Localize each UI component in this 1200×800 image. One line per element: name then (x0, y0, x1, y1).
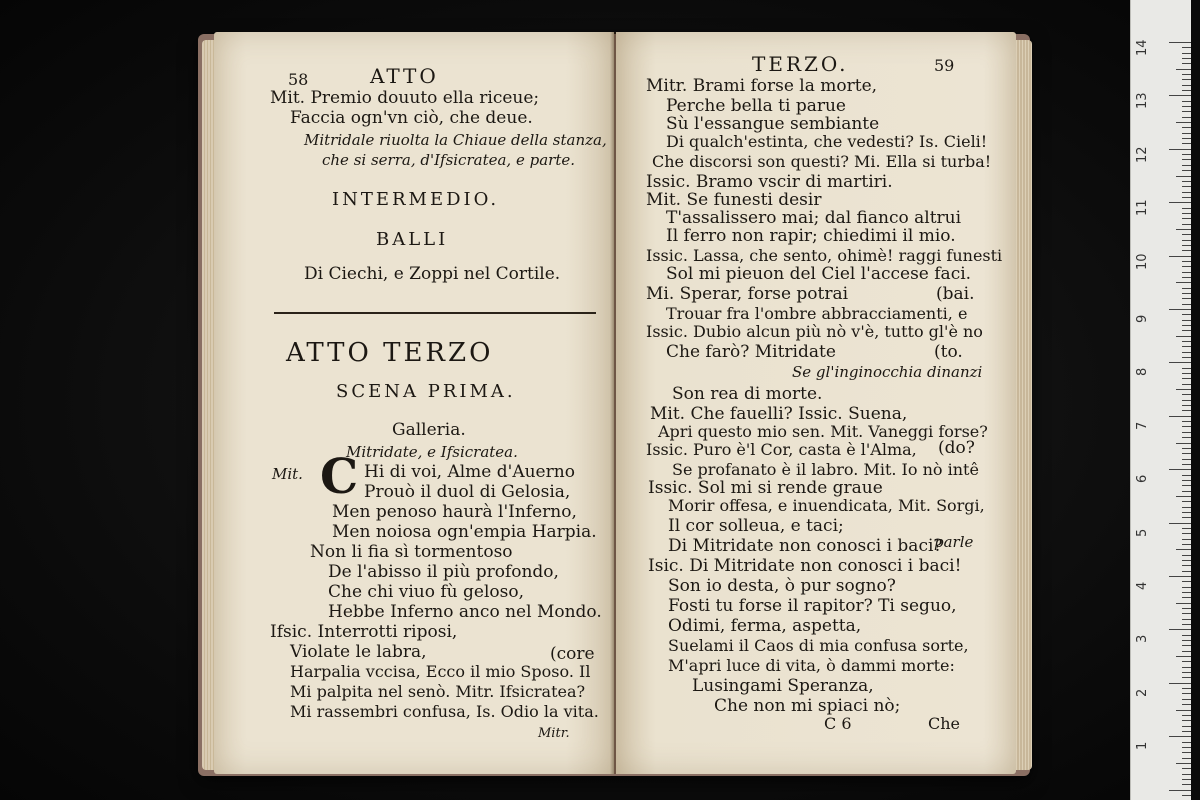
ruler-tick (1182, 394, 1191, 395)
ruler-tick (1182, 378, 1191, 379)
ruler-tick (1169, 790, 1191, 791)
ruler-tick (1182, 352, 1191, 353)
ruler-tick (1182, 79, 1191, 80)
open-book (198, 26, 1038, 778)
ruler-tick (1176, 122, 1191, 123)
text-line: Fosti tu forse il rapitor? Ti seguo, (668, 596, 957, 616)
ruler-tick (1182, 197, 1191, 198)
ruler-tick (1182, 672, 1191, 673)
balli-subtitle: Di Ciechi, e Zoppi nel Cortile. (304, 264, 561, 284)
ruler-tick (1182, 459, 1191, 460)
ruler-tick (1182, 373, 1191, 374)
margin-note: parle (934, 533, 974, 551)
text-line: Di qualch'estinta, che vedesti? Is. Cieli! (666, 132, 988, 151)
ruler-tick (1182, 677, 1191, 678)
ruler-tick (1182, 165, 1191, 166)
ruler-tick (1182, 224, 1191, 225)
text-line: Perche bella ti parue (666, 96, 846, 116)
verse-line: Mi palpita nel senò. Mitr. Ifsicratea? (290, 682, 586, 701)
stage-direction: Se gl'inginocchia dinanzi (792, 363, 983, 381)
ruler-tick (1182, 565, 1191, 566)
ruler-tick (1169, 683, 1191, 684)
ruler-tick (1176, 763, 1191, 764)
turnover-continuation: (core (550, 644, 595, 664)
ruler-tick (1182, 138, 1191, 139)
verse-line: De l'abisso il più profondo, (328, 562, 559, 582)
text-line: Di Mitridate non conosci i baci? (668, 536, 943, 556)
ruler-tick (1169, 576, 1191, 577)
intermedio-heading: INTERMEDIO. (332, 189, 500, 210)
ruler-tick (1182, 699, 1191, 700)
ruler-tick (1182, 635, 1191, 636)
verse-line: Prouò il duol di Gelosia, (364, 482, 571, 502)
ruler-label: 3 (1135, 635, 1150, 644)
ruler-tick (1182, 90, 1191, 91)
ruler-tick (1169, 202, 1191, 203)
text-line: Mit. Premio douuto ella riceue; (270, 88, 540, 108)
ruler-tick (1182, 795, 1191, 796)
ruler-tick (1182, 555, 1191, 556)
ruler-tick (1182, 426, 1191, 427)
ruler-tick (1182, 127, 1191, 128)
ruler-tick (1182, 661, 1191, 662)
ruler-tick (1176, 176, 1191, 177)
ruler-tick (1182, 314, 1191, 315)
act-title: ATTO TERZO (286, 338, 494, 368)
ruler-tick (1182, 501, 1191, 502)
page-edges-right (1014, 40, 1032, 770)
text-line: Issic. Dubio alcun più nò v'è, tutto gl'è no (646, 322, 983, 341)
text-line: Faccia ogn'vn ciò, che deue. (290, 108, 533, 128)
catchword: Che (928, 714, 961, 733)
character-list: Mitridate, e Ifsicratea. (346, 443, 518, 461)
drop-cap: C (320, 449, 359, 505)
ruler-tick (1182, 240, 1191, 241)
text-line: Sol mi pieuon del Ciel l'accese faci. (666, 264, 972, 284)
text-line: Mi. Sperar, forse potrai (646, 284, 849, 304)
ruler-tick (1182, 560, 1191, 561)
ruler-tick (1169, 256, 1191, 257)
ruler-tick (1182, 245, 1191, 246)
verse-line: Mi rassembri confusa, Is. Odio la vita. (290, 702, 599, 721)
text-line: Sù l'essangue sembiante (666, 114, 880, 134)
ruler-tick (1182, 758, 1191, 759)
stage-direction: che si serra, d'Ifsicratea, e parte. (322, 151, 575, 169)
ruler-tick (1169, 416, 1191, 417)
ruler-tick (1182, 581, 1191, 582)
ruler-tick (1176, 229, 1191, 230)
ruler-tick (1182, 85, 1191, 86)
verse-line: Ifsic. Interrotti riposi, (270, 622, 458, 642)
ruler-tick (1182, 779, 1191, 780)
ruler-tick (1182, 288, 1191, 289)
ruler-tick (1182, 341, 1191, 342)
ruler-tick (1182, 304, 1191, 305)
ruler-tick (1176, 69, 1191, 70)
ruler-tick (1182, 752, 1191, 753)
ruler-tick (1169, 362, 1191, 363)
text-line: Isic. Di Mitridate non conosci i baci! (648, 556, 962, 576)
verse-line: Hi di voi, Alme d'Auerno (364, 462, 575, 482)
right-page (616, 32, 1016, 774)
ruler-tick (1182, 293, 1191, 294)
ruler-tick (1182, 250, 1191, 251)
ruler-tick (1182, 346, 1191, 347)
ruler-tick (1176, 496, 1191, 497)
ruler-tick (1176, 443, 1191, 444)
turnover-continuation: (bai. (936, 284, 975, 304)
text-line: Suelami il Caos di mia confusa sorte, (668, 636, 969, 655)
ruler-tick (1182, 218, 1191, 219)
verse-line: Non li fia sì tormentoso (310, 542, 513, 562)
ruler-tick (1182, 784, 1191, 785)
setting: Galleria. (392, 420, 466, 440)
ruler-tick (1182, 731, 1191, 732)
ruler-label: 7 (1135, 421, 1150, 430)
ruler-tick (1182, 192, 1191, 193)
ruler-tick (1182, 58, 1191, 59)
ruler-tick (1182, 597, 1191, 598)
text-line: Mit. Se funesti desir (646, 190, 822, 210)
verse-line: Violate le labra, (290, 642, 427, 662)
balli-heading: BALLI (376, 229, 449, 250)
ruler-tick (1182, 704, 1191, 705)
ruler-tick (1182, 405, 1191, 406)
ruler-tick (1182, 480, 1191, 481)
ruler-tick (1182, 533, 1191, 534)
ruler-tick (1182, 330, 1191, 331)
ruler-tick (1182, 688, 1191, 689)
right-running-header: TERZO. (752, 52, 849, 76)
ruler-tick (1182, 613, 1191, 614)
ruler-tick (1182, 645, 1191, 646)
ruler-label: 12 (1135, 146, 1150, 163)
ruler-tick (1182, 106, 1191, 107)
ruler-tick (1182, 101, 1191, 102)
left-page-number: 58 (288, 70, 309, 89)
ruler-label: 13 (1135, 92, 1150, 110)
ruler-tick (1182, 437, 1191, 438)
stage-direction: Mitridale riuolta la Chiaue della stanza, (304, 131, 607, 149)
ruler-tick (1182, 266, 1191, 267)
ruler-tick (1182, 117, 1191, 118)
ruler-tick (1176, 549, 1191, 550)
ruler-label: 10 (1135, 253, 1150, 270)
ruler-label: 2 (1135, 688, 1150, 697)
left-page (214, 32, 614, 774)
text-line: Issic. Bramo vscir di martiri. (646, 172, 893, 192)
ruler-tick (1176, 710, 1191, 711)
ruler-tick (1182, 539, 1191, 540)
ruler-tick (1176, 656, 1191, 657)
ruler-tick (1182, 774, 1191, 775)
ruler-tick (1182, 208, 1191, 209)
ruler-tick (1169, 523, 1191, 524)
text-line: Mitr. Brami forse la morte, (646, 76, 878, 96)
ruler-label: 6 (1135, 474, 1150, 484)
ruler-tick (1182, 384, 1191, 385)
ruler-tick (1182, 592, 1191, 593)
ruler-tick (1182, 74, 1191, 75)
ruler-tick (1182, 159, 1191, 160)
ruler-tick (1182, 512, 1191, 513)
text-line: Son rea di morte. (672, 384, 823, 404)
ruler-tick (1176, 282, 1191, 283)
text-line: Che farò? Mitridate (666, 342, 836, 362)
text-line: T'assalissero mai; dal fianco altrui (666, 208, 962, 228)
ruler-tick (1182, 475, 1191, 476)
ruler-tick (1182, 667, 1191, 668)
ruler-tick (1169, 469, 1191, 470)
text-line: Issic. Lassa, che sento, ohimè! raggi funesti (646, 246, 1003, 265)
ruler-tick (1169, 309, 1191, 310)
ruler-tick (1182, 720, 1191, 721)
turnover-continuation: (to. (934, 342, 963, 362)
speaker-label: Mit. (272, 465, 303, 483)
verse-line: Men penoso haurà l'Inferno, (332, 502, 577, 522)
ruler-tick (1182, 453, 1191, 454)
ruler-tick (1182, 47, 1191, 48)
ruler-tick (1169, 42, 1191, 43)
ruler-tick (1182, 63, 1191, 64)
ruler-tick (1182, 298, 1191, 299)
ruler-tick (1182, 400, 1191, 401)
turnover-continuation: (do? (938, 438, 975, 458)
ruler-label: 1 (1135, 741, 1150, 751)
ruler-tick (1182, 357, 1191, 358)
ruler-tick (1182, 133, 1191, 134)
ruler-tick (1182, 507, 1191, 508)
left-running-header: ATTO (370, 64, 439, 88)
text-line: Issic. Puro è'l Cor, casta è l'Alma, (646, 440, 917, 459)
ruler-tick (1182, 186, 1191, 187)
ruler-tick (1169, 95, 1191, 96)
ruler-tick (1182, 491, 1191, 492)
ruler-tick (1176, 603, 1191, 604)
ruler-tick (1182, 544, 1191, 545)
measurement-ruler (1130, 0, 1191, 800)
text-line: Issic. Sol mi si rende graue (648, 478, 883, 498)
text-line: Morir offesa, e inuendicata, Mit. Sorgi, (668, 496, 985, 515)
text-line: Mit. Che fauelli? Issic. Suena, (650, 404, 908, 424)
ruler-label: 14 (1135, 39, 1150, 56)
right-page-number: 59 (934, 56, 955, 75)
text-line: M'apri luce di vita, ò dammi morte: (668, 656, 955, 675)
ruler-tick (1182, 272, 1191, 273)
ruler-label: 5 (1135, 528, 1150, 537)
text-line: Che non mi spiaci nò; (714, 696, 901, 716)
ruler-tick (1182, 485, 1191, 486)
ruler-tick (1182, 624, 1191, 625)
ruler-tick (1182, 143, 1191, 144)
ruler-tick (1182, 181, 1191, 182)
ruler-tick (1182, 528, 1191, 529)
ruler-tick (1182, 320, 1191, 321)
ruler-tick (1182, 640, 1191, 641)
ruler-tick (1182, 715, 1191, 716)
ruler-tick (1182, 154, 1191, 155)
ruler-label: 4 (1135, 581, 1150, 590)
text-line: Il cor solleua, e taci; (668, 516, 844, 536)
ruler-tick (1182, 261, 1191, 262)
ruler-tick (1182, 325, 1191, 326)
text-line: Trouar fra l'ombre abbracciamenti, e (666, 304, 968, 323)
ruler-tick (1182, 587, 1191, 588)
ruler-tick (1182, 448, 1191, 449)
ruler-tick (1182, 213, 1191, 214)
verse-line: Che chi viuo fù geloso, (328, 582, 524, 602)
ruler-tick (1182, 234, 1191, 235)
ruler-tick (1182, 421, 1191, 422)
ruler-tick (1169, 736, 1191, 737)
ruler-tick (1169, 629, 1191, 630)
catchword: Mitr. (538, 726, 570, 741)
text-line: Lusingami Speranza, (692, 676, 874, 696)
ruler-tick (1182, 410, 1191, 411)
ruler-label: 9 (1135, 314, 1150, 323)
ruler-tick (1182, 768, 1191, 769)
verse-line: Hebbe Inferno anco nel Mondo. (328, 602, 602, 622)
ruler-tick (1182, 747, 1191, 748)
ruler-tick (1182, 517, 1191, 518)
ruler-tick (1182, 170, 1191, 171)
verse-line: Men noiosa ogn'empia Harpia. (332, 522, 597, 542)
ruler-tick (1182, 571, 1191, 572)
ruler-tick (1169, 149, 1191, 150)
ruler-label: 11 (1135, 199, 1150, 217)
text-line: Odimi, ferma, aspetta, (668, 616, 862, 636)
ruler-tick (1182, 464, 1191, 465)
ruler-tick (1182, 277, 1191, 278)
ruler-tick (1182, 651, 1191, 652)
text-line: Che discorsi son questi? Mi. Ella si turba! (652, 152, 992, 171)
ruler-tick (1176, 389, 1191, 390)
ruler-tick (1182, 726, 1191, 727)
text-line: Se profanato è il labro. Mit. Io nò intê (672, 460, 979, 479)
ruler-tick (1182, 608, 1191, 609)
text-line: Apri questo mio sen. Mit. Vaneggi forse? (658, 422, 988, 441)
text-line: Son io desta, ò pur sogno? (668, 576, 896, 596)
ruler-tick (1182, 432, 1191, 433)
scene-title: SCENA PRIMA. (336, 381, 516, 402)
ruler-tick (1182, 368, 1191, 369)
ruler-label: 8 (1135, 368, 1150, 377)
verse-line: Harpalia vccisa, Ecco il mio Sposo. Il (290, 662, 591, 681)
signature-mark: C 6 (824, 714, 852, 733)
section-rule (274, 312, 596, 314)
ruler-tick (1182, 53, 1191, 54)
text-line: Il ferro non rapir; chiedimi il mio. (666, 226, 956, 246)
ruler-tick (1182, 619, 1191, 620)
ruler-tick (1182, 742, 1191, 743)
ruler-tick (1176, 336, 1191, 337)
ruler-tick (1182, 693, 1191, 694)
ruler-tick (1182, 111, 1191, 112)
